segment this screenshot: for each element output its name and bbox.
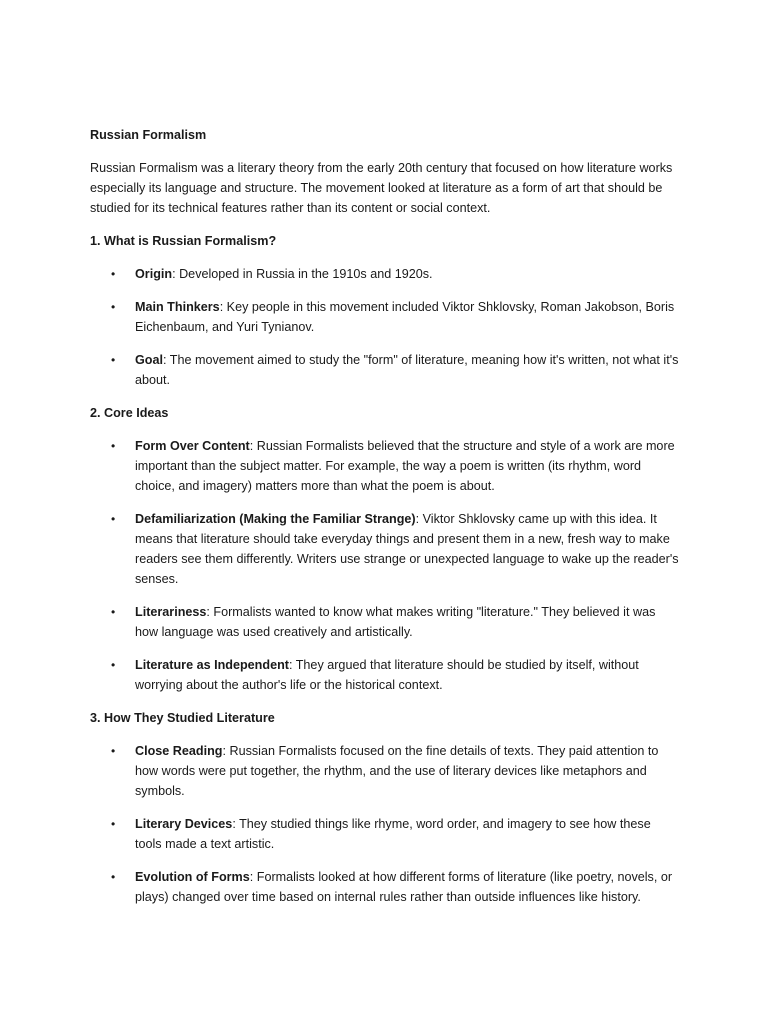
bullet-icon: • xyxy=(111,439,116,453)
section-heading: 1. What is Russian Formalism? xyxy=(90,234,277,248)
list-item xyxy=(90,264,680,284)
bullet-icon: • xyxy=(111,744,116,758)
bullet-icon: • xyxy=(111,817,116,831)
list-item xyxy=(90,509,680,589)
bullet-icon: • xyxy=(111,512,116,526)
list-item-term: Literary Devices xyxy=(135,817,233,831)
bullet-icon: • xyxy=(111,870,116,884)
list-item xyxy=(90,602,680,642)
bullet-icon: • xyxy=(111,267,116,281)
list-item-text: : Russian Formalists focused on the fine details of texts. They paid attention to how words were put together, the rhythm, and the use of literary devices like metaphors and symbols. xyxy=(135,744,659,798)
list-item-text: : Formalists wanted to know what makes writing "literature." They believed it was how language was used creatively and artistically. xyxy=(135,605,656,639)
list-item xyxy=(90,350,680,390)
bullet-list xyxy=(90,436,680,695)
section-heading: 2. Core Ideas xyxy=(90,406,169,420)
list-item-term: Main Thinkers xyxy=(135,300,220,314)
document-body xyxy=(90,125,680,920)
list-item-term: Form Over Content xyxy=(135,439,250,453)
list-item xyxy=(90,297,680,337)
list-item xyxy=(90,655,680,695)
bullet-icon: • xyxy=(111,605,116,619)
bullet-icon: • xyxy=(111,658,116,672)
list-item-text: : Key people in this movement included Viktor Shklovsky, Roman Jakobson, Boris Eichenbaum, and Yuri Tynianov. xyxy=(135,300,675,334)
list-item-term: Literariness xyxy=(135,605,207,619)
list-item-text: : Formalists looked at how different forms of literature (like poetry, novels, or plays) changed over time based on internal rules rather than outside influences like history. xyxy=(135,870,673,904)
bullet-list xyxy=(90,264,680,390)
section-heading: 3. How They Studied Literature xyxy=(90,711,275,725)
list-item-text: : Russian Formalists believed that the structure and style of a work are more important than the subject matter. For example, the way a poem is written (its rhythm, word choice, and imagery) matters more than what the poem is about. xyxy=(135,439,675,493)
list-item-term: Evolution of Forms xyxy=(135,870,250,884)
document-title: Russian Formalism xyxy=(90,128,207,142)
list-item-term: Literature as Independent xyxy=(135,658,289,672)
bullet-icon: • xyxy=(111,353,116,367)
list-item xyxy=(90,867,680,907)
list-item-term: Goal xyxy=(135,353,163,367)
list-item-text: : The movement aimed to study the "form" of literature, meaning how it's written, not what it's about. xyxy=(135,353,679,387)
bullet-list xyxy=(90,741,680,907)
intro-paragraph: Russian Formalism was a literary theory from the early 20th century that focused on how literature works especially its language and structure. The movement looked at literature as a form of art that should be studied for its technical features rather than its content or social context. xyxy=(90,161,673,215)
list-item xyxy=(90,741,680,801)
list-item-term: Close Reading xyxy=(135,744,223,758)
bullet-icon: • xyxy=(111,300,116,314)
list-item xyxy=(90,814,680,854)
list-item xyxy=(90,436,680,496)
list-item-text: : They argued that literature should be studied by itself, without worrying about the author's life or the historical context. xyxy=(135,658,639,692)
list-item-term: Defamiliarization (Making the Familiar Strange) xyxy=(135,512,416,526)
list-item-text: : Developed in Russia in the 1910s and 1920s. xyxy=(172,267,433,281)
list-item-term: Origin xyxy=(135,267,173,281)
list-item-text: : They studied things like rhyme, word order, and imagery to see how these tools made a text artistic. xyxy=(135,817,651,851)
list-item-text: : Viktor Shklovsky came up with this idea. It means that literature should take everyday things and present them in a new, fresh way to make readers see them differently. Writers use strange or unexpected language to wake up the reader's senses. xyxy=(135,512,679,586)
